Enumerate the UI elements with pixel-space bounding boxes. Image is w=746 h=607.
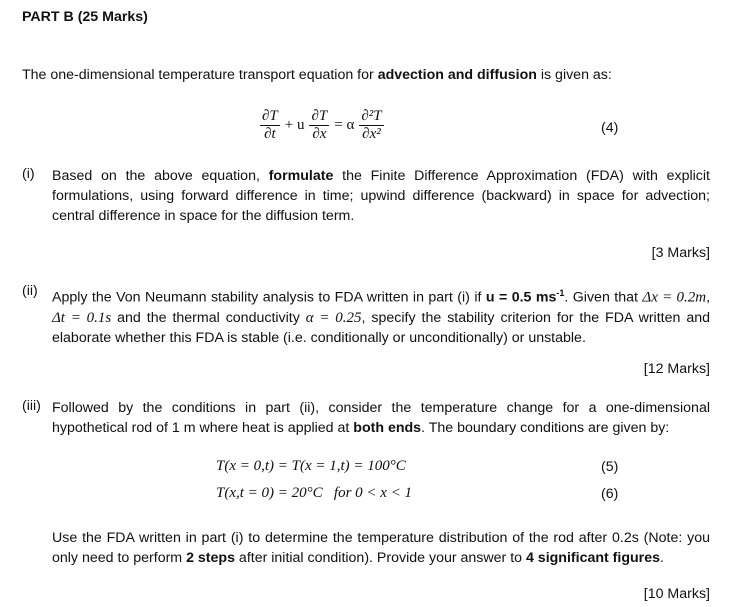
part-i-text xyxy=(52,166,710,226)
part-i-bold: formulate xyxy=(268,168,334,184)
eq4-dT-2: ∂T xyxy=(311,108,328,124)
part-ii-text xyxy=(52,283,710,348)
eq4-dx: ∂x xyxy=(312,126,327,142)
equation-6: T(x,t = 0) = 20°C for 0 < x < 1 xyxy=(216,485,413,501)
intro-text xyxy=(22,67,722,83)
instruction-bold-sigfigs: 4 significant figures xyxy=(525,550,660,566)
equation-5-number: (5) xyxy=(601,459,619,475)
fraction-d2T-dx2 xyxy=(359,108,383,143)
intro-bold: advection and diffusion xyxy=(377,67,537,83)
part-ii-marks: [12 Marks] xyxy=(643,361,710,377)
equation-5: T(x = 0,t) = T(x = 1,t) = 100°C xyxy=(216,458,406,474)
instruction-text-1: Use the FDA written in part (i) to determine the temperature distribution of the rod after 0.2s (Note: you only need to perform xyxy=(52,530,710,566)
instruction-bold-steps: 2 steps xyxy=(186,550,235,566)
part-ii-text-4: and the thermal conductivity xyxy=(111,309,306,326)
part-ii-text-2: . Given that xyxy=(564,289,643,306)
fraction-dT-dt xyxy=(260,108,280,143)
eq4-dx2: ∂x² xyxy=(362,126,381,142)
intro-text-end: is given as: xyxy=(536,67,612,83)
part-ii-superscript: -1 xyxy=(556,288,565,298)
eq4-plus-u: + u xyxy=(284,117,305,133)
part-ii-label: (ii) xyxy=(22,283,38,299)
eq4-dt: ∂t xyxy=(264,126,276,142)
part-iii-label: (iii) xyxy=(22,398,41,414)
part-i-label: (i) xyxy=(22,166,35,182)
instruction-text-2: after initial condition). Provide your answer to xyxy=(234,550,526,566)
eq4-equals-alpha: = α xyxy=(334,117,355,133)
part-iii-marks: [10 Marks] xyxy=(643,586,710,602)
part-i-marks: [3 Marks] xyxy=(651,245,710,261)
part-ii-bold-velocity: u = 0.5 ms xyxy=(485,289,557,306)
part-ii-text-5: , specify the stability criterion for the FDA written and elaborate whether this FDA is stable (i.e. conditionally or unconditionally) or unstable. xyxy=(52,309,710,346)
part-iii-text-2: . The boundary conditions are given by: xyxy=(421,420,670,436)
part-iii-text xyxy=(52,398,710,438)
part-i-text-1: Based on the above equation, xyxy=(52,168,269,184)
part-iii-instruction xyxy=(52,528,710,568)
eq4-d2T: ∂²T xyxy=(361,108,382,124)
part-ii-dt-value: Δt = 0.1s xyxy=(52,309,112,326)
part-i-text-2: the Finite Difference Approximation (FDA) with explicit formulations, using forward difference in time; upwind difference (backward) in space for advection; central difference in space for the diffusion term. xyxy=(52,168,710,224)
part-iii-text-1: Followed by the conditions in part (ii), consider the temperature change for a one-dimensional hypothetical rod of 1 m where heat is applied at xyxy=(52,400,710,436)
section-heading: PART B (25 Marks) xyxy=(22,9,148,25)
eq4-dT: ∂T xyxy=(262,108,278,124)
part-iii-bold: both ends xyxy=(353,420,422,436)
equation-6-number: (6) xyxy=(601,486,619,502)
intro-text-start: The one-dimensional temperature transport equation for xyxy=(22,67,378,83)
fraction-dT-dx xyxy=(309,108,329,143)
equation-4 xyxy=(258,108,386,143)
part-ii-dx-value: Δx = 0.2m xyxy=(642,289,707,306)
part-ii-alpha-value: α = 0.25 xyxy=(305,309,362,326)
instruction-text-3: . xyxy=(660,550,664,566)
part-ii-text-3: , xyxy=(706,289,711,306)
equation-4-number: (4) xyxy=(601,120,619,136)
part-ii-text-1: Apply the Von Neumann stability analysis to FDA written in part (i) if xyxy=(52,289,486,306)
